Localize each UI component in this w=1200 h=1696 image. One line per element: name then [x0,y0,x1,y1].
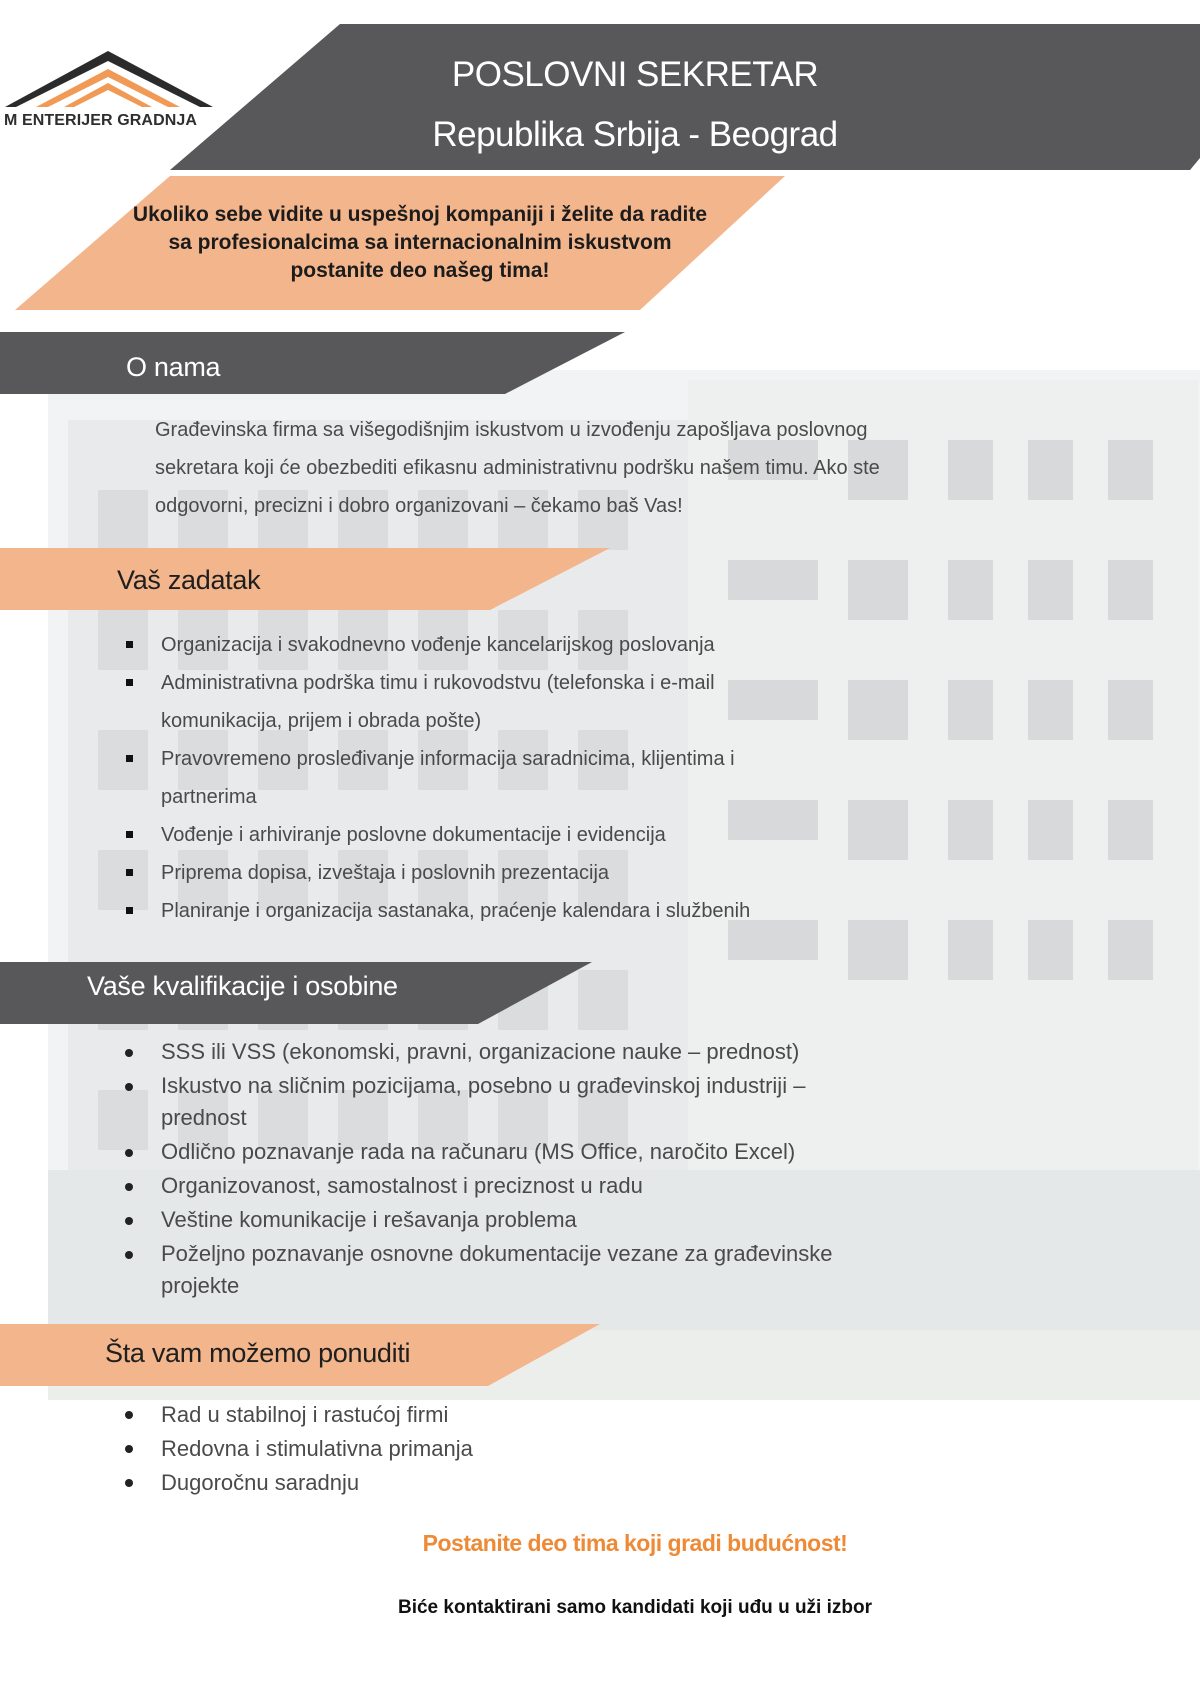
about-text: Građevinska firma sa višegodišnjim iskustvom u izvođenju zapošljava poslovnog sekretara koji će obezbediti efikasnu administrativnu podršku našem timu. Ako ste odgovorni, precizni i dobro organizovani – čekamo baš Vas! [155,419,880,517]
slogan-text: Ukoliko sebe vidite u uspešnoj kompaniji i želite da radite sa profesionalcima sa internacionalnim iskustvom postanite deo našeg tima! [132,203,708,282]
about-band [0,332,640,396]
offer-list [120,1398,820,1500]
list-item: Odlično poznavanje rada na računaru (MS Office, naročito Excel) [120,1136,880,1168]
round-bullet-icon [125,1183,133,1191]
list-item: Planiranje i organizacija sastanaka, praćenje kalendara i službenih [120,892,800,930]
job-location: Republika Srbija - Beograd [432,115,838,154]
list-item: Organizovanost, samostalnost i preciznost u radu [120,1170,880,1202]
square-bullet-icon [126,679,133,686]
list-item: Priprema dopisa, izveštaja i poslovnih prezentacija [120,854,800,892]
list-item: Vođenje i arhiviranje poslovne dokumentacije i evidencija [120,816,800,854]
round-bullet-icon [125,1411,133,1419]
round-bullet-icon [125,1217,133,1225]
list-item: Dugoročnu saradnju [120,1466,820,1500]
call-to-action: Postanite deo tima koji gradi budućnost! [422,1530,848,1556]
about-heading: O nama [126,352,221,382]
qualifications-heading: Vaše kvalifikacije i osobine [87,971,398,1001]
tasks-list [120,626,800,930]
square-bullet-icon [126,641,133,648]
square-bullet-icon [126,907,133,914]
square-bullet-icon [126,755,133,762]
list-item: Iskustvo na sličnim pozicijama, posebno u građevinskoj industriji – prednost [120,1070,880,1134]
tasks-heading: Vaš zadatak [117,565,261,595]
footer-note: Biće kontaktirani samo kandidati koji uđu u uži izbor [397,1597,873,1618]
company-logo-text: M ENTERIJER GRADNJA [4,112,198,129]
qualifications-list [120,1036,880,1304]
square-bullet-icon [126,869,133,876]
list-item: Poželjno poznavanje osnovne dokumentacije vezane za građevinske projekte [120,1238,880,1302]
list-item: Pravovremeno prosleđivanje informacija saradnicima, klijentima i partnerima [120,740,800,816]
tasks-band [0,548,640,612]
list-item: Rad u stabilnoj i rastućoj firmi [120,1398,820,1432]
list-item: Organizacija i svakodnevno vođenje kancelarijskog poslovanja [120,626,800,664]
list-item: Veštine komunikacije i rešavanja problema [120,1204,880,1236]
round-bullet-icon [125,1251,133,1259]
offer-heading: Šta vam možemo ponuditi [105,1338,411,1368]
round-bullet-icon [125,1149,133,1157]
list-item: SSS ili VSS (ekonomski, pravni, organizacione nauke – prednost) [120,1036,880,1068]
round-bullet-icon [125,1049,133,1057]
list-item: Administrativna podrška timu i rukovodstvu (telefonska i e-mail komunikacija, prijem i obrada pošte) [120,664,800,740]
round-bullet-icon [125,1479,133,1487]
square-bullet-icon [126,831,133,838]
list-item: Redovna i stimulativna primanja [120,1432,820,1466]
job-title: POSLOVNI SEKRETAR [451,55,819,94]
round-bullet-icon [125,1445,133,1453]
round-bullet-icon [125,1083,133,1091]
